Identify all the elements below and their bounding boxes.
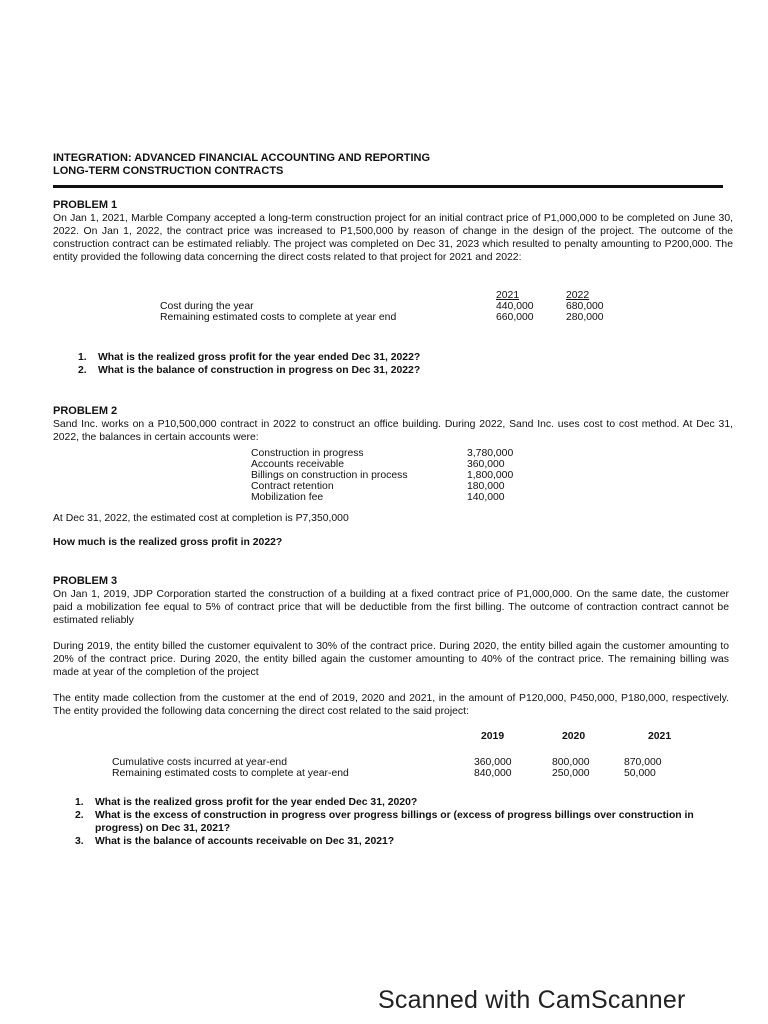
table-row — [251, 470, 547, 481]
document-header — [53, 152, 430, 178]
cell-value: 360,000 — [467, 459, 505, 470]
question-text: What is the balance of construction in progress on Dec 31, 2022? — [98, 365, 421, 376]
cell-value: 840,000 — [474, 768, 512, 779]
question-text: What is the realized gross profit for the year ended Dec 31, 2020? — [95, 797, 418, 808]
problem2-text: Sand Inc. works on a P10,500,000 contract in 2022 to construct an office building. During 2022, Sand Inc. uses cost to cost method. At Dec 31, 2022, the balances in certain accounts were: — [53, 419, 733, 443]
cell-value: 660,000 — [496, 312, 534, 323]
question-text: What is the balance of accounts receivable on Dec 31, 2021? — [95, 836, 395, 847]
header-subtitle: LONG-TERM CONSTRUCTION CONTRACTS — [53, 165, 284, 177]
problem2-heading: PROBLEM 2 — [53, 405, 118, 417]
problem1-questions — [78, 351, 718, 377]
question-item — [78, 351, 718, 364]
row-label: Cumulative costs incurred at year-end — [112, 757, 287, 768]
row-label: Remaining estimated costs to complete at year-end — [112, 768, 349, 779]
cell-value: 180,000 — [467, 481, 505, 492]
row-label: Contract retention — [251, 481, 334, 492]
row-label: Remaining estimated costs to complete at year end — [160, 312, 397, 323]
question-text: What is the realized gross profit for the year ended Dec 31, 2022? — [98, 352, 421, 363]
problem3-cost-table — [112, 757, 684, 779]
table-row — [160, 312, 636, 323]
problem3-text2: During 2019, the entity billed the customer equivalent to 30% of the contract price. During 2020, the entity billed again the customer amounting to 20% of the contract price. During 2020, the entity billed again the customer amounting to 40% of the contract price. The remaining billing was made at year of the completion of the project — [53, 641, 729, 678]
cell-value: 1,800,000 — [467, 470, 514, 481]
cell-value: 50,000 — [624, 768, 656, 779]
year-header: 2021 — [496, 290, 520, 301]
problem3-text1: On Jan 1, 2019, JDP Corporation started the construction of a building at a fixed contract price of P1,000,000. On the same date, the customer paid a mobilization fee equal to 5% of contract price that will be deductible from the first billing. The outcome of contraction contract cannot be estimated reliably — [53, 589, 729, 626]
row-label: Cost during the year — [160, 301, 254, 312]
year-header: 2022 — [566, 290, 590, 301]
problem3-heading: PROBLEM 3 — [53, 575, 118, 587]
problem3-questions — [75, 796, 740, 848]
table-row — [112, 768, 684, 779]
question-number: 2. — [75, 810, 84, 821]
problem3-text3: The entity made collection from the customer at the end of 2019, 2020 and 2021, in the amount of P120,000, P450,000, P180,000, respectively. The entity provided the following data concerning the direct cost related to the said project: — [53, 693, 729, 717]
table-row — [251, 492, 547, 503]
question-item — [75, 796, 740, 809]
camscanner-watermark: Scanned with CamScanner — [378, 986, 686, 1014]
cell-value: 280,000 — [566, 312, 604, 323]
header-title: INTEGRATION: ADVANCED FINANCIAL ACCOUNTING AND REPORTING — [53, 152, 431, 164]
problem2-balances-table — [251, 448, 547, 503]
question-text: What is the excess of construction in progress over progress billings or (excess of progress billings over construction in progress) on Dec 31, 2021? — [95, 810, 694, 834]
problem1-text: On Jan 1, 2021, Marble Company accepted a long-term construction project for an initial contract price of P1,000,000 to be completed on June 30, 2022. On Jan 1, 2022, the contract price was increased to P1,500,000 by reason of change in the design of the project. The outcome of the construction contract can be estimated reliably. The project was completed on Dec 31, 2023 which resulted to penalty amounting to P200,000. The entity provided the following data concerning the direct costs related to that project for 2021 and 2022: — [53, 213, 733, 263]
row-label: Accounts receivable — [251, 459, 344, 470]
problem2-question: How much is the realized gross profit in 2022? — [53, 537, 283, 548]
question-number: 2. — [78, 365, 87, 376]
header-divider — [53, 185, 723, 188]
cell-value: 250,000 — [552, 768, 590, 779]
problem2-note: At Dec 31, 2022, the estimated cost at completion is P7,350,000 — [53, 513, 349, 524]
problem1-cost-table — [160, 290, 636, 323]
problem1-heading: PROBLEM 1 — [53, 199, 118, 211]
question-number: 1. — [78, 352, 87, 363]
row-label: Construction in progress — [251, 448, 364, 459]
question-number: 1. — [75, 797, 84, 808]
table-row — [112, 757, 684, 768]
table-row — [251, 459, 547, 470]
cell-value: 360,000 — [474, 757, 512, 768]
cell-value: 3,780,000 — [467, 448, 514, 459]
cell-value: 440,000 — [496, 301, 534, 312]
row-label: Mobilization fee — [251, 492, 324, 503]
table-row — [251, 448, 547, 459]
table-corner — [160, 290, 496, 301]
question-number: 3. — [75, 836, 84, 847]
table-row — [251, 481, 547, 492]
year-header: 2021 — [648, 731, 672, 742]
cell-value: 680,000 — [566, 301, 604, 312]
row-label: Billings on construction in process — [251, 470, 408, 481]
cell-value: 800,000 — [552, 757, 590, 768]
year-header: 2019 — [481, 731, 505, 742]
table-row — [160, 301, 636, 312]
cell-value: 870,000 — [624, 757, 662, 768]
question-item — [75, 809, 740, 835]
cell-value: 140,000 — [467, 492, 505, 503]
question-item — [78, 364, 718, 377]
question-item — [75, 835, 740, 848]
year-header: 2020 — [562, 731, 586, 742]
table-header-row — [160, 290, 636, 301]
